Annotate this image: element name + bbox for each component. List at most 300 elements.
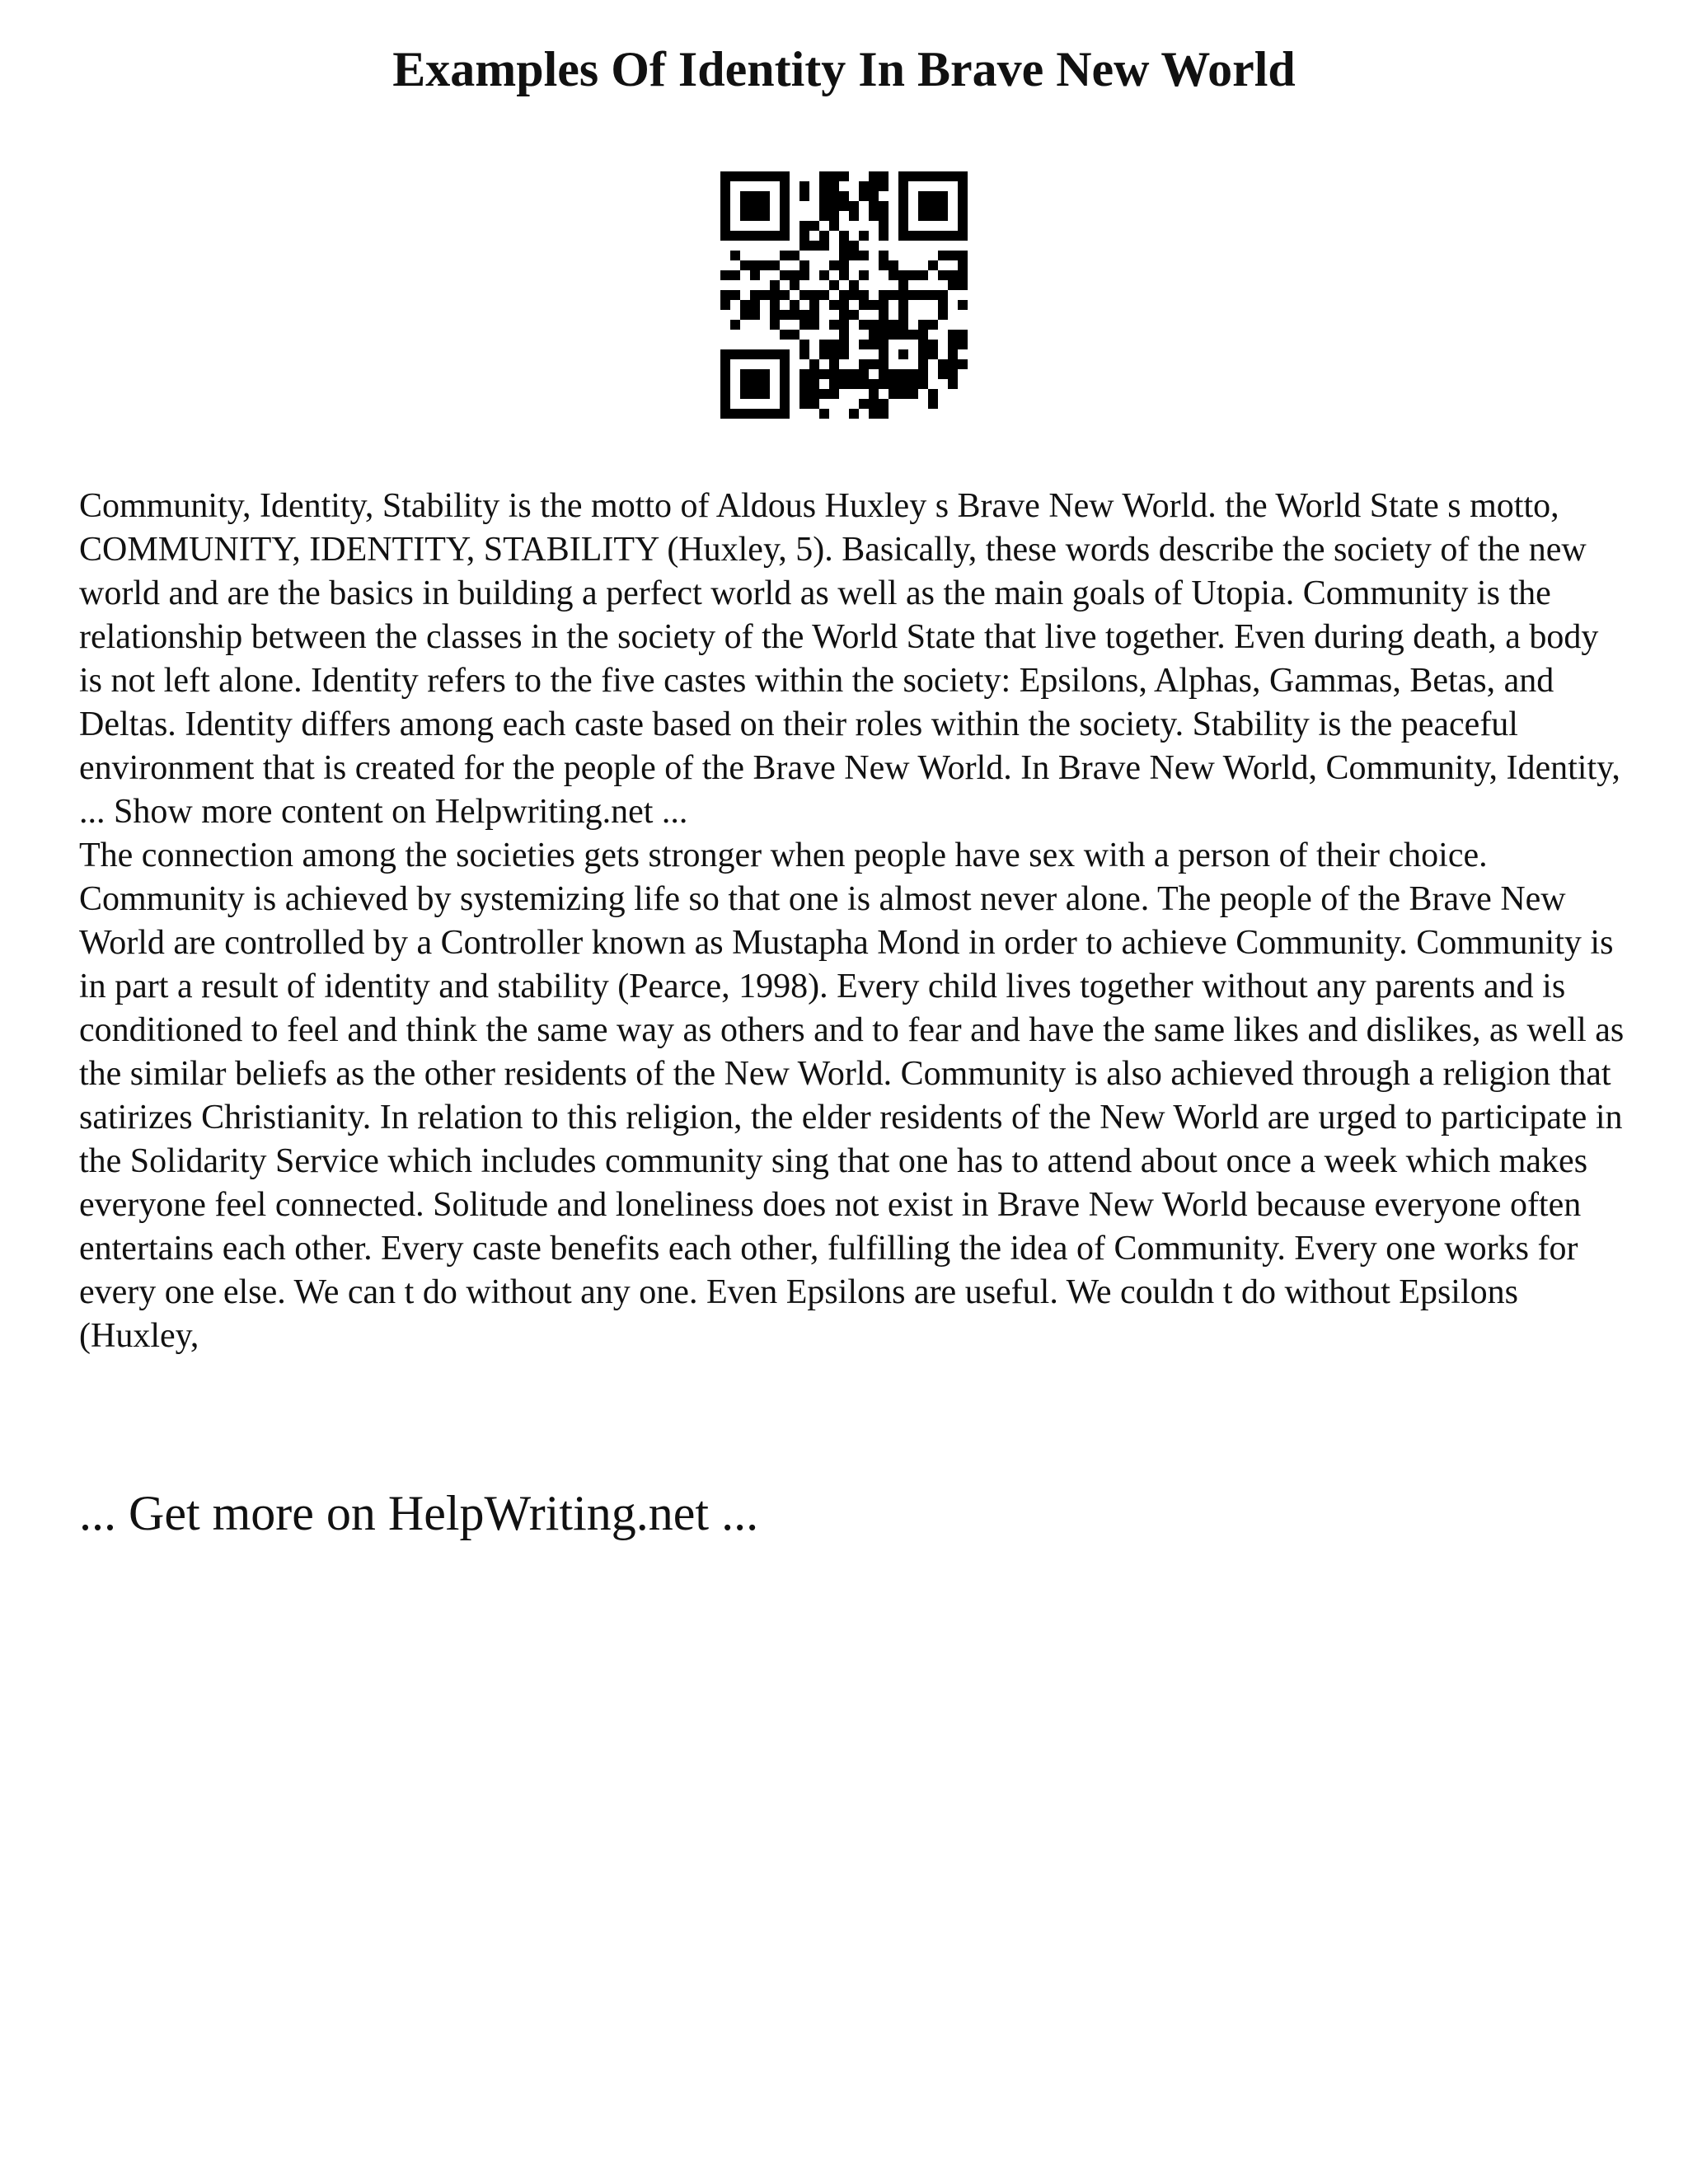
qr-module: [859, 290, 869, 300]
qr-module: [938, 251, 948, 260]
qr-module: [780, 201, 790, 211]
qr-module: [720, 201, 730, 211]
qr-module: [809, 359, 819, 369]
qr-module: [859, 320, 869, 330]
qr-module: [819, 231, 829, 241]
qr-module: [730, 409, 740, 419]
qr-module: [958, 260, 968, 270]
qr-module: [879, 260, 889, 270]
qr-module: [750, 211, 760, 221]
qr-module: [770, 290, 780, 300]
qr-module: [948, 369, 958, 379]
qr-module: [829, 181, 839, 191]
qr-module: [829, 221, 839, 231]
get-more-link[interactable]: ... Get more on HelpWriting.net ...: [79, 1486, 759, 1540]
qr-module: [760, 290, 770, 300]
qr-module: [780, 231, 790, 241]
qr-module: [819, 290, 829, 300]
qr-module: [889, 330, 898, 340]
qr-module: [760, 379, 770, 389]
qr-module: [839, 260, 849, 270]
qr-module: [918, 270, 928, 280]
qr-module: [918, 211, 928, 221]
qr-module: [750, 300, 760, 310]
qr-module: [839, 379, 849, 389]
qr-module: [958, 191, 968, 201]
qr-module: [720, 221, 730, 231]
qr-module: [928, 211, 938, 221]
qr-module: [780, 359, 790, 369]
qr-module: [908, 231, 918, 241]
qr-module: [770, 260, 780, 270]
qr-module: [849, 369, 859, 379]
qr-module: [948, 171, 958, 181]
qr-module: [938, 171, 948, 181]
qr-module: [859, 399, 869, 409]
qr-module: [898, 349, 908, 359]
qr-module: [859, 300, 869, 310]
qr-module: [908, 369, 918, 379]
qr-module: [799, 290, 809, 300]
qr-module: [898, 320, 908, 330]
qr-module: [819, 211, 829, 221]
qr-module: [780, 171, 790, 181]
qr-module: [720, 231, 730, 241]
qr-module: [958, 251, 968, 260]
qr-module: [869, 409, 879, 419]
qr-module: [928, 320, 938, 330]
qr-module: [879, 300, 889, 310]
qr-module: [958, 171, 968, 181]
qr-module: [948, 270, 958, 280]
qr-module: [938, 290, 948, 300]
qr-module: [780, 399, 790, 409]
qr-module: [730, 231, 740, 241]
qr-module: [948, 340, 958, 349]
qr-module: [938, 191, 948, 201]
qr-module: [938, 201, 948, 211]
qr-module: [928, 389, 938, 399]
qr-module: [750, 310, 760, 320]
qr-module: [790, 270, 799, 280]
qr-module: [829, 201, 839, 211]
qr-module: [740, 349, 750, 359]
qr-module: [928, 340, 938, 349]
qr-module: [799, 399, 809, 409]
qr-module: [879, 349, 889, 359]
qr-module: [898, 201, 908, 211]
qr-module: [829, 320, 839, 330]
qr-module: [869, 379, 879, 389]
qr-module: [720, 379, 730, 389]
qr-module: [869, 201, 879, 211]
qr-module: [849, 211, 859, 221]
qr-module: [780, 221, 790, 231]
qr-module: [889, 320, 898, 330]
qr-module: [958, 340, 968, 349]
qr-module: [938, 231, 948, 241]
qr-module: [928, 231, 938, 241]
qr-module: [730, 320, 740, 330]
qr-module: [839, 349, 849, 359]
qr-module: [799, 221, 809, 231]
qr-module: [859, 231, 869, 241]
qr-module: [859, 251, 869, 260]
qr-module: [879, 211, 889, 221]
qr-module: [819, 369, 829, 379]
qr-module: [938, 310, 948, 320]
qr-module: [829, 379, 839, 389]
qr-module: [780, 389, 790, 399]
qr-module: [908, 290, 918, 300]
qr-module: [829, 359, 839, 369]
qr-module: [809, 310, 819, 320]
qr-module: [730, 290, 740, 300]
qr-module: [839, 201, 849, 211]
qr-module: [898, 191, 908, 201]
qr-module: [958, 300, 968, 310]
qr-module: [760, 231, 770, 241]
qr-module: [750, 349, 760, 359]
qr-module: [740, 260, 750, 270]
qr-module: [849, 201, 859, 211]
qr-module: [770, 280, 780, 290]
qr-module: [849, 310, 859, 320]
qr-module: [740, 409, 750, 419]
qr-module: [839, 369, 849, 379]
qr-module: [750, 379, 760, 389]
qr-module: [740, 201, 750, 211]
qr-module: [898, 310, 908, 320]
qr-module: [898, 270, 908, 280]
qr-module: [829, 349, 839, 359]
qr-module: [918, 231, 928, 241]
qr-module: [908, 270, 918, 280]
qr-module: [898, 290, 908, 300]
qr-module: [938, 359, 948, 369]
qr-module: [819, 409, 829, 419]
qr-module: [839, 251, 849, 260]
qr-module: [730, 171, 740, 181]
qr-module: [750, 369, 760, 379]
qr-module: [879, 310, 889, 320]
qr-module: [889, 389, 898, 399]
qr-module: [819, 349, 829, 359]
qr-module: [859, 181, 869, 191]
qr-module: [829, 260, 839, 270]
qr-module: [720, 181, 730, 191]
qr-module: [799, 340, 809, 349]
qr-module: [918, 201, 928, 211]
qr-module: [829, 171, 839, 181]
qr-module: [918, 359, 928, 369]
qr-module: [760, 349, 770, 359]
qr-module: [829, 211, 839, 221]
qr-module: [948, 379, 958, 389]
qr-module: [839, 290, 849, 300]
qr-module: [879, 399, 889, 409]
qr-module: [958, 181, 968, 191]
qr-module: [740, 231, 750, 241]
qr-module: [780, 251, 790, 260]
qr-module: [859, 340, 869, 349]
qr-module: [889, 290, 898, 300]
qr-module: [849, 409, 859, 419]
qr-module: [859, 191, 869, 201]
qr-module: [770, 310, 780, 320]
qr-module: [750, 260, 760, 270]
qr-module: [938, 211, 948, 221]
qr-module: [869, 359, 879, 369]
qr-module: [839, 330, 849, 340]
qr-module: [740, 171, 750, 181]
qr-module: [898, 300, 908, 310]
qr-module: [770, 231, 780, 241]
qr-module: [809, 300, 819, 310]
qr-module: [928, 201, 938, 211]
qr-module: [948, 231, 958, 241]
qr-module: [918, 320, 928, 330]
qr-module: [799, 389, 809, 399]
qr-module: [799, 241, 809, 251]
qr-module: [869, 330, 879, 340]
qr-module: [809, 389, 819, 399]
qr-module: [928, 399, 938, 409]
qr-module: [928, 171, 938, 181]
paragraph-community: The connection among the societies gets stronger when people have sex with a person of their choice. Community is achieved by systemizing life so that one is almost never alone. The people of the Brave New World are controlled by a Controller known as Mustapha Mond in order to achieve Community. Community is in part a result of identity and stability (Pearce, 1998). Every child lives together without any parents and is conditioned to feel and think the same way as others and to fear and have the same likes and dislikes, as well as the similar beliefs as the other residents of the New World. Community is also achieved through a religion that satirizes Christianity. In relation to this religion, the elder residents of the New World are urged to participate in the Solidarity Service which includes community sing that one has to attend about once a week which makes everyone feel connected. Solitude and loneliness does not exist in Brave New World because everyone often entertains each other. Every caste benefits each other, fulfilling the idea of Community. Every one works for every one else. We can t do without any one. Even Epsilons are useful. We couldn t do without Epsilons (Huxley,: [79, 837, 1625, 1355]
qr-module: [819, 340, 829, 349]
qr-module: [750, 270, 760, 280]
qr-module: [908, 389, 918, 399]
qr-module: [948, 359, 958, 369]
qr-module: [740, 379, 750, 389]
qr-module: [780, 409, 790, 419]
qr-module: [750, 290, 760, 300]
qr-module: [720, 409, 730, 419]
qr-module: [898, 369, 908, 379]
qr-module: [879, 221, 889, 231]
qr-module: [740, 191, 750, 201]
qr-module: [760, 211, 770, 221]
qr-module: [889, 369, 898, 379]
qr-module: [918, 191, 928, 201]
qr-module: [869, 181, 879, 191]
document-title: Examples Of Identity In Brave New World: [392, 42, 1296, 96]
qr-module: [879, 330, 889, 340]
qr-module: [849, 241, 859, 251]
article-body: [79, 485, 1629, 1358]
qr-module: [780, 349, 790, 359]
qr-module: [799, 369, 809, 379]
qr-module: [829, 300, 839, 310]
qr-module: [770, 171, 780, 181]
qr-module: [879, 379, 889, 389]
qr-module: [958, 270, 968, 280]
qr-module: [938, 270, 948, 280]
qr-module: [720, 399, 730, 409]
qr-module: [720, 270, 730, 280]
qr-module: [898, 181, 908, 191]
qr-module: [839, 171, 849, 181]
qr-module: [819, 270, 829, 280]
qr-module: [958, 221, 968, 231]
qr-module: [780, 191, 790, 201]
qr-module: [760, 260, 770, 270]
qr-module: [790, 310, 799, 320]
qr-module: [859, 359, 869, 369]
qr-module: [770, 409, 780, 419]
qr-module: [780, 270, 790, 280]
paragraph-intro: Community, Identity, Stability is the motto of Aldous Huxley s Brave New World. the World State s motto, COMMUNITY, IDENTITY, STABILITY (Huxley, 5). Basically, these words describe the society of the new world and are the basics in building a perfect world as well as the main goals of Utopia. Community is the relationship between the classes in the society of the World State that live together. Even during death, a body is not left alone. Identity refers to the five castes within the society: Epsilons, Alphas, Gammas, Betas, and Deltas. Identity differs among each caste based on their roles within the society. Stability is the peaceful environment that is created for the people of the Brave New World. In Brave New World, Community, Identity, ... Show more content on Helpwriting.net ...: [79, 487, 1620, 831]
qr-module: [918, 379, 928, 389]
qr-module: [908, 171, 918, 181]
qr-module: [819, 241, 829, 251]
qr-module: [809, 290, 819, 300]
qr-module: [720, 171, 730, 181]
qr-module: [740, 300, 750, 310]
qr-module: [869, 399, 879, 409]
qr-module: [770, 320, 780, 330]
qr-module: [760, 389, 770, 399]
qr-module: [790, 330, 799, 340]
qr-module: [859, 270, 869, 280]
qr-module: [760, 369, 770, 379]
qr-module: [839, 320, 849, 330]
qr-module: [780, 379, 790, 389]
qr-module: [948, 251, 958, 260]
qr-module: [869, 389, 879, 399]
qr-module: [799, 260, 809, 270]
qr-module: [869, 300, 879, 310]
qr-module: [879, 369, 889, 379]
qr-module: [720, 359, 730, 369]
qr-module: [879, 171, 889, 181]
qr-module: [958, 211, 968, 221]
qr-module: [869, 191, 879, 201]
qr-module: [839, 270, 849, 280]
qr-module: [760, 201, 770, 211]
qr-module: [869, 211, 879, 221]
qr-module: [799, 310, 809, 320]
qr-module: [928, 290, 938, 300]
qr-module: [829, 369, 839, 379]
qr-module: [720, 211, 730, 221]
qr-module: [948, 349, 958, 359]
qr-module: [889, 260, 898, 270]
qr-module: [918, 340, 928, 349]
qr-module: [780, 181, 790, 191]
qr-module: [928, 260, 938, 270]
qr-module: [839, 191, 849, 201]
qr-module: [760, 191, 770, 201]
qr-module: [869, 340, 879, 349]
qr-module: [720, 389, 730, 399]
qr-module: [829, 191, 839, 201]
qr-module: [760, 171, 770, 181]
qr-module: [750, 409, 760, 419]
qr-module: [799, 379, 809, 389]
qr-module: [908, 379, 918, 389]
qr-module: [948, 330, 958, 340]
qr-module: [859, 369, 869, 379]
qr-module: [720, 369, 730, 379]
qr-module: [839, 300, 849, 310]
qr-module: [879, 231, 889, 241]
qr-module: [780, 211, 790, 221]
qr-module: [898, 389, 908, 399]
qr-module: [879, 340, 889, 349]
qr-module: [879, 251, 889, 260]
qr-module: [958, 231, 968, 241]
qr-module: [898, 231, 908, 241]
qr-module: [898, 171, 908, 181]
qr-module: [799, 191, 809, 201]
qr-module: [780, 310, 790, 320]
qr-module: [849, 280, 859, 290]
qr-module: [829, 280, 839, 290]
qr-module: [879, 359, 889, 369]
qr-module: [938, 300, 948, 310]
qr-module: [928, 191, 938, 201]
qr-module: [809, 320, 819, 330]
qr-module: [898, 280, 908, 290]
qr-module: [839, 241, 849, 251]
qr-module: [720, 290, 730, 300]
qr-module: [908, 330, 918, 340]
qr-module: [770, 300, 780, 310]
qr-module: [819, 201, 829, 211]
qr-module: [889, 379, 898, 389]
qr-module: [809, 379, 819, 389]
qr-module: [730, 270, 740, 280]
qr-module: [790, 251, 799, 260]
qr-module: [839, 340, 849, 349]
qr-module: [780, 369, 790, 379]
qr-module: [839, 231, 849, 241]
qr-module: [799, 181, 809, 191]
qr-module: [809, 241, 819, 251]
qr-module: [750, 231, 760, 241]
qr-module: [720, 349, 730, 359]
qr-module: [750, 201, 760, 211]
qr-module: [918, 349, 928, 359]
qr-module: [740, 369, 750, 379]
qr-module: [750, 191, 760, 201]
qr-module: [780, 330, 790, 340]
qr-module: [879, 181, 889, 191]
qr-module: [958, 201, 968, 211]
qr-module: [799, 231, 809, 241]
qr-module: [869, 320, 879, 330]
qr-module: [790, 280, 799, 290]
qr-module: [740, 211, 750, 221]
qr-module: [879, 201, 889, 211]
qr-module: [879, 409, 889, 419]
qr-module: [809, 399, 819, 409]
qr-module: [849, 251, 859, 260]
qr-module: [938, 369, 948, 379]
qr-module: [740, 310, 750, 320]
qr-module: [918, 171, 928, 181]
qr-module: [720, 191, 730, 201]
qr-module: [849, 379, 859, 389]
qr-module: [799, 270, 809, 280]
qr-module: [740, 389, 750, 399]
qr-module: [839, 310, 849, 320]
qr-module: [829, 340, 839, 349]
qr-module: [720, 300, 730, 310]
qr-module: [958, 280, 968, 290]
